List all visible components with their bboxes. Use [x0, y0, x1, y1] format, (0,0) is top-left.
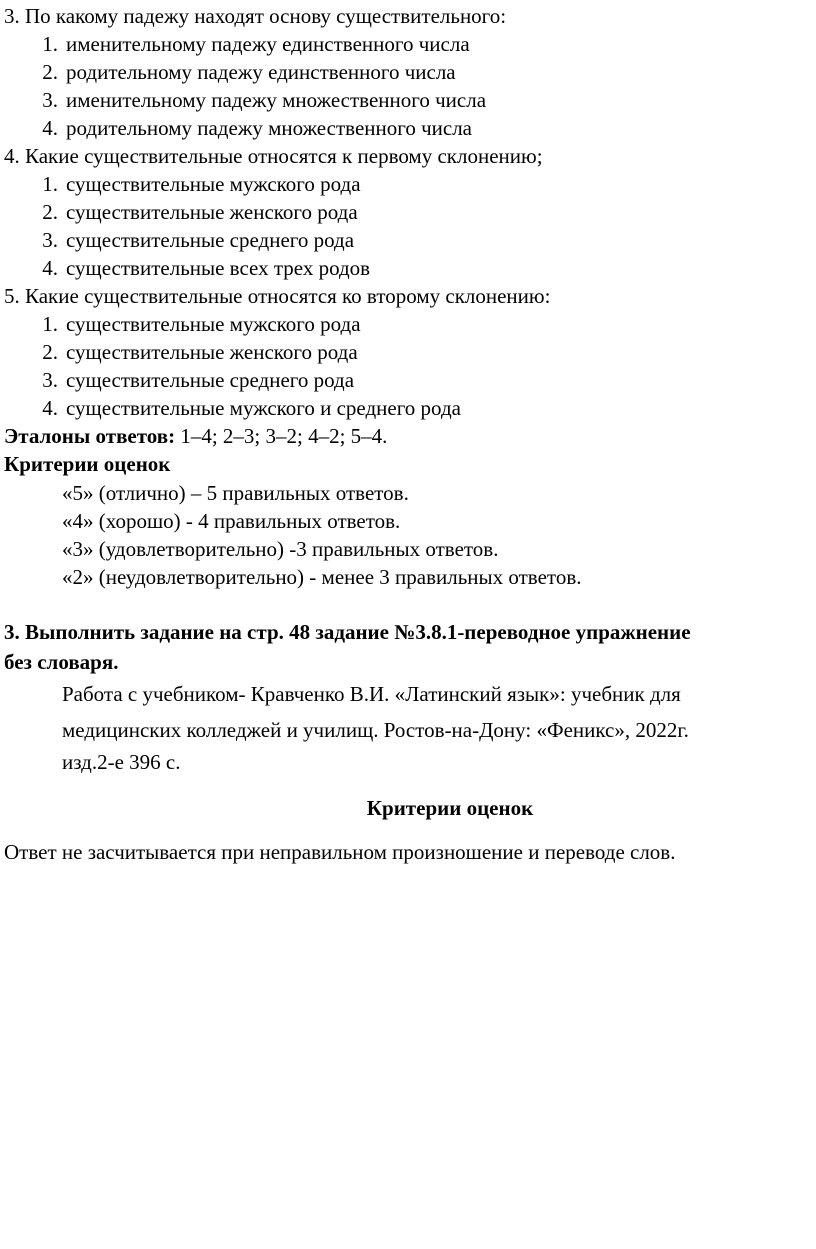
criteria-2-text: Ответ не засчитывается при неправильном произношение и переводе слов. [4, 840, 676, 864]
option-text: существительные женского рода [66, 200, 358, 224]
criteria-2-title: Критерии оценок [366, 796, 534, 820]
task-paragraph-line: изд.2-е 396 с. [62, 750, 181, 774]
option-number: 3. [42, 88, 58, 112]
option-text: именительному падежу множественного числа [66, 88, 487, 112]
option-number: 2. [42, 200, 58, 224]
answer-key-value: 1–4; 2–3; 3–2; 4–2; 5–4. [175, 424, 388, 448]
criteria-item: «3» (удовлетворительно) -3 правильных ответов. [62, 537, 499, 561]
option-text: существительные мужского рода [66, 172, 361, 196]
task-paragraph-line: Работа с учебником- Кравченко В.И. «Латинский язык»: учебник для [62, 682, 681, 706]
option-number: 2. [42, 60, 58, 84]
task-heading-line-1: 3. Выполнить задание на стр. 48 задание №3.8.1-переводное упражнение [4, 620, 691, 644]
option-number: 3. [42, 228, 58, 252]
task-paragraph-line: медицинских колледжей и училищ. Ростов-на-Дону: «Феникс», 2022г. [62, 718, 689, 742]
question-4-text: 4. Какие существительные относятся к первому склонению; [4, 144, 543, 168]
option-text: существительные мужского рода [66, 312, 361, 336]
option-number: 1. [42, 312, 58, 336]
option-number: 3. [42, 368, 58, 392]
criteria-item: «4» (хорошо) - 4 правильных ответов. [62, 509, 401, 533]
answer-key-label: Эталоны ответов: [4, 424, 176, 448]
option-text: родительному падежу множественного числа [66, 116, 473, 140]
criteria-item: «2» (неудовлетворительно) - менее 3 правильных ответов. [62, 565, 582, 589]
option-number: 4. [42, 396, 58, 420]
option-text: родительному падежу единственного числа [66, 60, 456, 84]
option-text: именительному падежу единственного числа [66, 32, 470, 56]
option-number: 4. [42, 116, 58, 140]
option-text: существительные мужского и среднего рода [66, 396, 461, 420]
question-3-text: 3. По какому падежу находят основу существительного: [4, 4, 507, 28]
option-number: 2. [42, 340, 58, 364]
option-number: 1. [42, 32, 58, 56]
option-number: 1. [42, 172, 58, 196]
task-heading-line-2: без словаря. [4, 650, 119, 674]
criteria-title: Критерии оценок [4, 452, 171, 476]
criteria-item: «5» (отлично) – 5 правильных ответов. [62, 481, 409, 505]
option-text: существительные среднего рода [66, 228, 355, 252]
answer-key [4, 422, 387, 450]
option-text: существительные женского рода [66, 340, 358, 364]
option-text: существительные среднего рода [66, 368, 355, 392]
option-number: 4. [42, 256, 58, 280]
question-5-text: 5. Какие существительные относятся ко второму склонению: [4, 284, 551, 308]
option-text: существительные всех трех родов [66, 256, 371, 280]
